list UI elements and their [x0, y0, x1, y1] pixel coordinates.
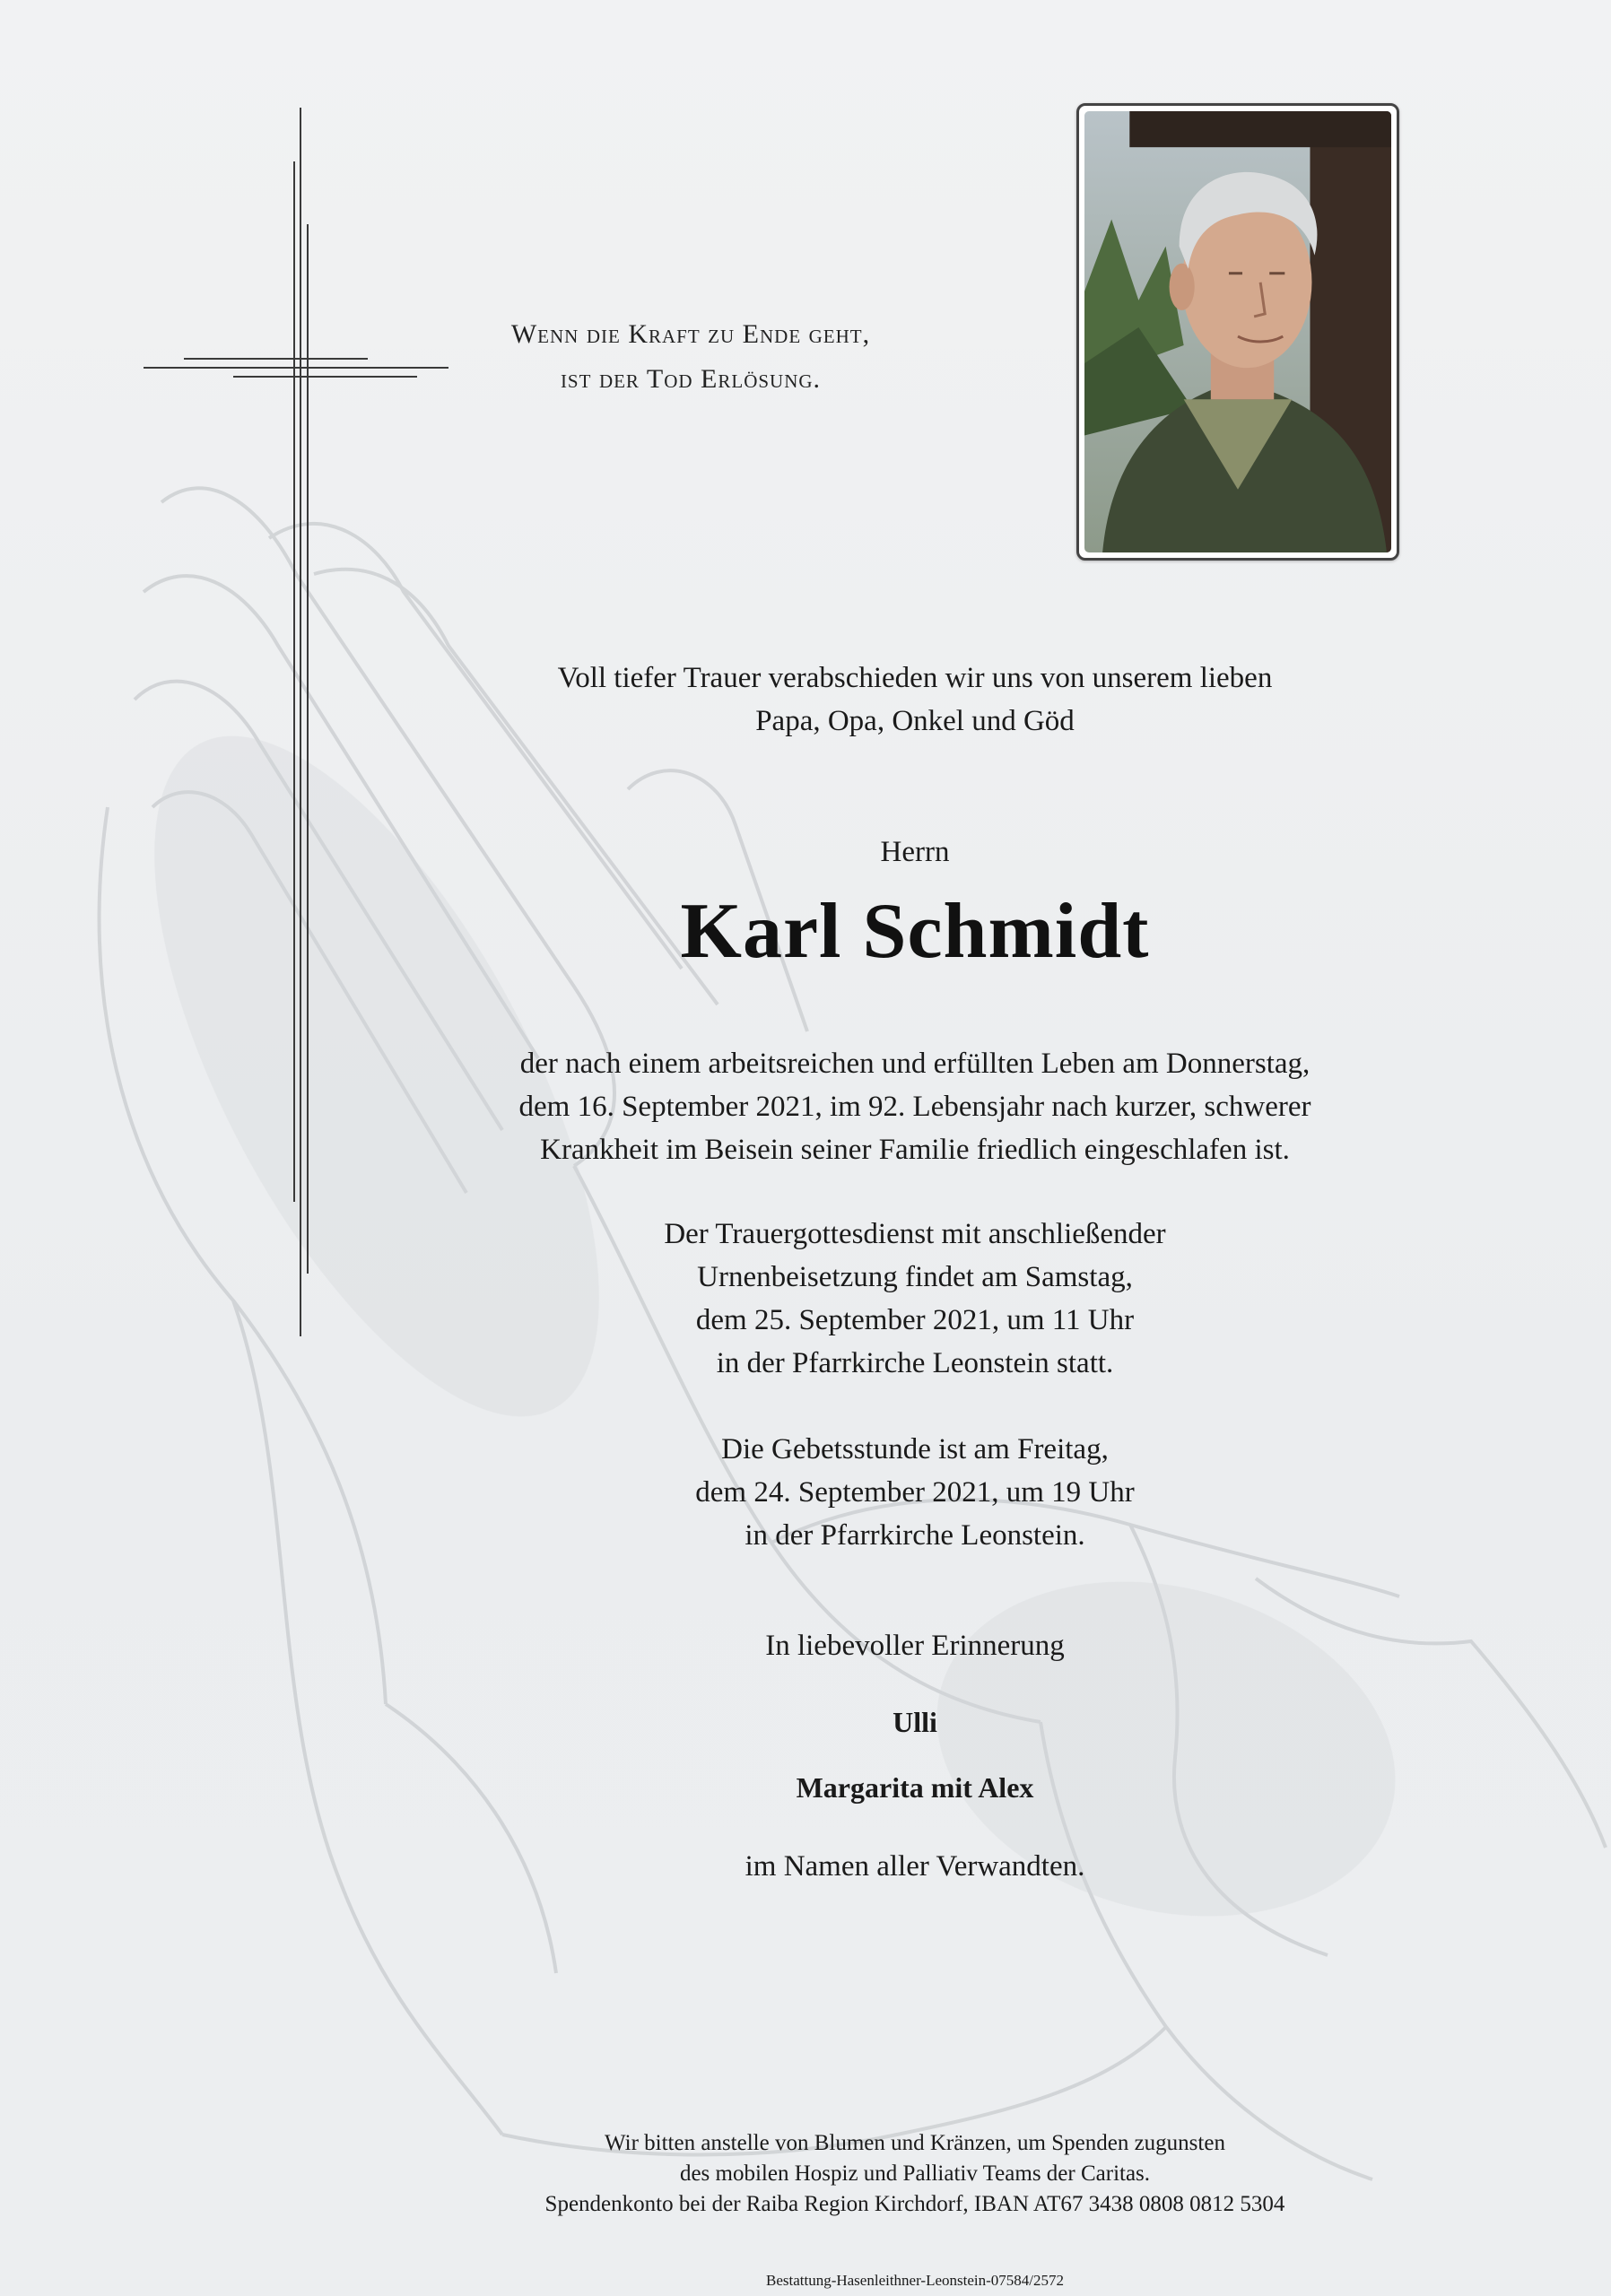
funeral-service-info: [377, 1213, 1453, 1385]
donation-line: des mobilen Hospiz und Palliativ Teams der Caritas.: [679, 2161, 1151, 2186]
mourner-name: Margarita mit Alex: [796, 1771, 1034, 1804]
donation-line: Wir bitten anstelle von Blumen und Kränzen, um Spenden zugunsten: [605, 2131, 1225, 2155]
remembrance-text: In liebevoller Erinnerung: [765, 1630, 1065, 1662]
prayer-line: in der Pfarrkirche Leonstein.: [745, 1519, 1085, 1552]
quote: [466, 312, 915, 402]
service-line: Urnenbeisetzung findet am Samstag,: [697, 1261, 1133, 1293]
prayer-line: Die Gebetsstunde ist am Freitag,: [721, 1433, 1109, 1465]
donation-line: Spendenkonto bei der Raiba Region Kirchdorf, IBAN AT67 3438 0808 0812 5304: [544, 2192, 1285, 2216]
salutation: Herrn: [880, 836, 950, 868]
service-line: in der Pfarrkirche Leonstein statt.: [716, 1347, 1114, 1379]
mourner-name: Ulli: [893, 1706, 937, 1738]
portrait-photo: [1076, 103, 1399, 561]
deceased-name: Karl Schmidt: [680, 888, 1150, 975]
intro-line: Voll tiefer Trauer verabschieden wir uns von unserem lieben: [557, 662, 1273, 694]
death-notice-line: dem 16. September 2021, im 92. Lebensjahr nach kurzer, schwerer: [518, 1091, 1311, 1123]
service-line: Der Trauergottesdienst mit anschließender: [664, 1218, 1166, 1250]
donation-request: [377, 2128, 1453, 2220]
prayer-hour-info: [377, 1428, 1453, 1557]
funeral-home-credit: Bestattung-Hasenleithner-Leonstein-07584/2572: [765, 2272, 1065, 2289]
service-line: dem 25. September 2021, um 11 Uhr: [695, 1304, 1135, 1336]
death-notice-line: der nach einem arbeitsreichen und erfüllten Leben am Donnerstag,: [519, 1048, 1311, 1080]
intro-text: [377, 657, 1453, 743]
relatives-text: im Namen aller Verwandten.: [745, 1850, 1085, 1883]
death-notice-line: Krankheit im Beisein seiner Familie friedlich eingeschlafen ist.: [540, 1134, 1290, 1166]
intro-line: Papa, Opa, Onkel und Göd: [755, 705, 1075, 737]
portrait-image: [1084, 111, 1391, 552]
prayer-line: dem 24. September 2021, um 19 Uhr: [695, 1476, 1135, 1509]
quote-line: Wenn die Kraft zu Ende geht,: [510, 319, 871, 349]
death-notice: [377, 1042, 1453, 1171]
quote-line: ist der Tod Erlösung.: [560, 364, 822, 394]
